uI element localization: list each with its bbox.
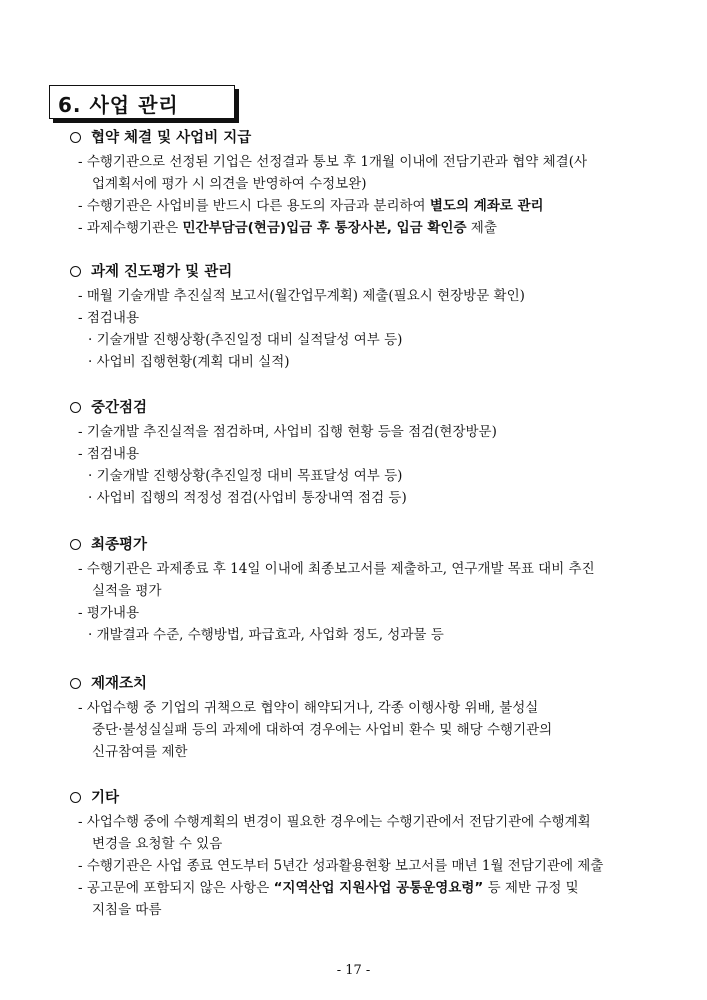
agreement-line-1: - 수행기관으로 선정된 기업은 선정결과 통보 후 1개월 이내에 전담기관과 협약 체결(사 (78, 154, 588, 170)
circle-bullet-icon (70, 678, 81, 689)
other-line-3: - 수행기관은 사업 종료 연도부터 5년간 성과활용현황 보고서를 매년 1월 전담기관에 제출 (78, 858, 604, 874)
heading-progress-evaluation: 과제 진도평가 및 관리 (70, 261, 232, 283)
heading-other: 기타 (70, 787, 119, 809)
interim-line-1: - 기술개발 추진실적을 점검하며, 사업비 집행 현황 등을 점검(현장방문) (78, 424, 497, 440)
other-line-5: 지침을 따름 (92, 902, 162, 918)
other-line-2: 변경을 요청할 수 있음 (92, 836, 223, 852)
circle-bullet-icon (70, 402, 81, 413)
heading-sanctions: 제재조치 (70, 673, 147, 695)
heading-final-evaluation: 최종평가 (70, 534, 147, 556)
progress-line-1: - 매월 기술개발 추진실적 보고서(월간업무계획) 제출(필요시 현장방문 확인) (78, 288, 525, 304)
final-line-1: - 수행기관은 과제종료 후 14일 이내에 최종보고서를 제출하고, 연구개발 목표 대비 추진 (78, 561, 595, 577)
circle-bullet-icon (70, 266, 81, 277)
other-line-1: - 사업수행 중에 수행계획의 변경이 필요한 경우에는 수행기관에서 전담기관에 수행계획 (78, 814, 591, 830)
sanctions-line-1: - 사업수행 중 기업의 귀책으로 협약이 해약되거나, 각종 이행사항 위배, 불성실 (78, 700, 539, 716)
page-number: - 17 - (336, 963, 371, 978)
circle-bullet-icon (70, 132, 81, 143)
progress-line-3: · 기술개발 진행상황(추진일정 대비 실적달성 여부 등) (88, 332, 403, 348)
circle-bullet-icon (70, 792, 81, 803)
final-line-4: · 개발결과 수준, 수행방법, 파급효과, 사업화 정도, 성과물 등 (88, 627, 444, 643)
sanctions-line-2: 중단·불성실실패 등의 과제에 대하여 경우에는 사업비 환수 및 해당 수행기관의 (92, 722, 553, 738)
progress-line-2: - 점검내용 (78, 310, 140, 326)
heading-agreement: 협약 체결 및 사업비 지급 (70, 127, 251, 149)
interim-line-2: - 점검내용 (78, 446, 140, 462)
final-line-2: 실적을 평가 (92, 583, 162, 599)
agreement-line-2: 업계획서에 평가 시 의견을 반영하여 수정보완) (92, 176, 367, 192)
interim-line-3: · 기술개발 진행상황(추진일정 대비 목표달성 여부 등) (88, 468, 403, 484)
final-line-3: - 평가내용 (78, 605, 140, 621)
interim-line-4: · 사업비 집행의 적정성 점검(사업비 통장내역 점검 등) (88, 490, 407, 506)
section-title: 6. 사업 관리 (58, 93, 179, 117)
heading-interim-check: 중간점검 (70, 397, 147, 419)
other-line-4: - 공고문에 포함되지 않은 사항은 “지역산업 지원사업 공통운영요령” 등 제반 규정 및 (78, 880, 579, 896)
progress-line-4: · 사업비 집행현황(계획 대비 실적) (88, 354, 290, 370)
agreement-line-4: - 과제수행기관은 민간부담금(현금)입금 후 통장사본, 입금 확인증 제출 (78, 220, 497, 236)
circle-bullet-icon (70, 539, 81, 550)
section-title-box (49, 85, 235, 119)
sanctions-line-3: 신규참여를 제한 (92, 744, 188, 760)
agreement-line-3: - 수행기관은 사업비를 반드시 다른 용도의 자금과 분리하여 별도의 계좌로 관리 (78, 198, 544, 214)
